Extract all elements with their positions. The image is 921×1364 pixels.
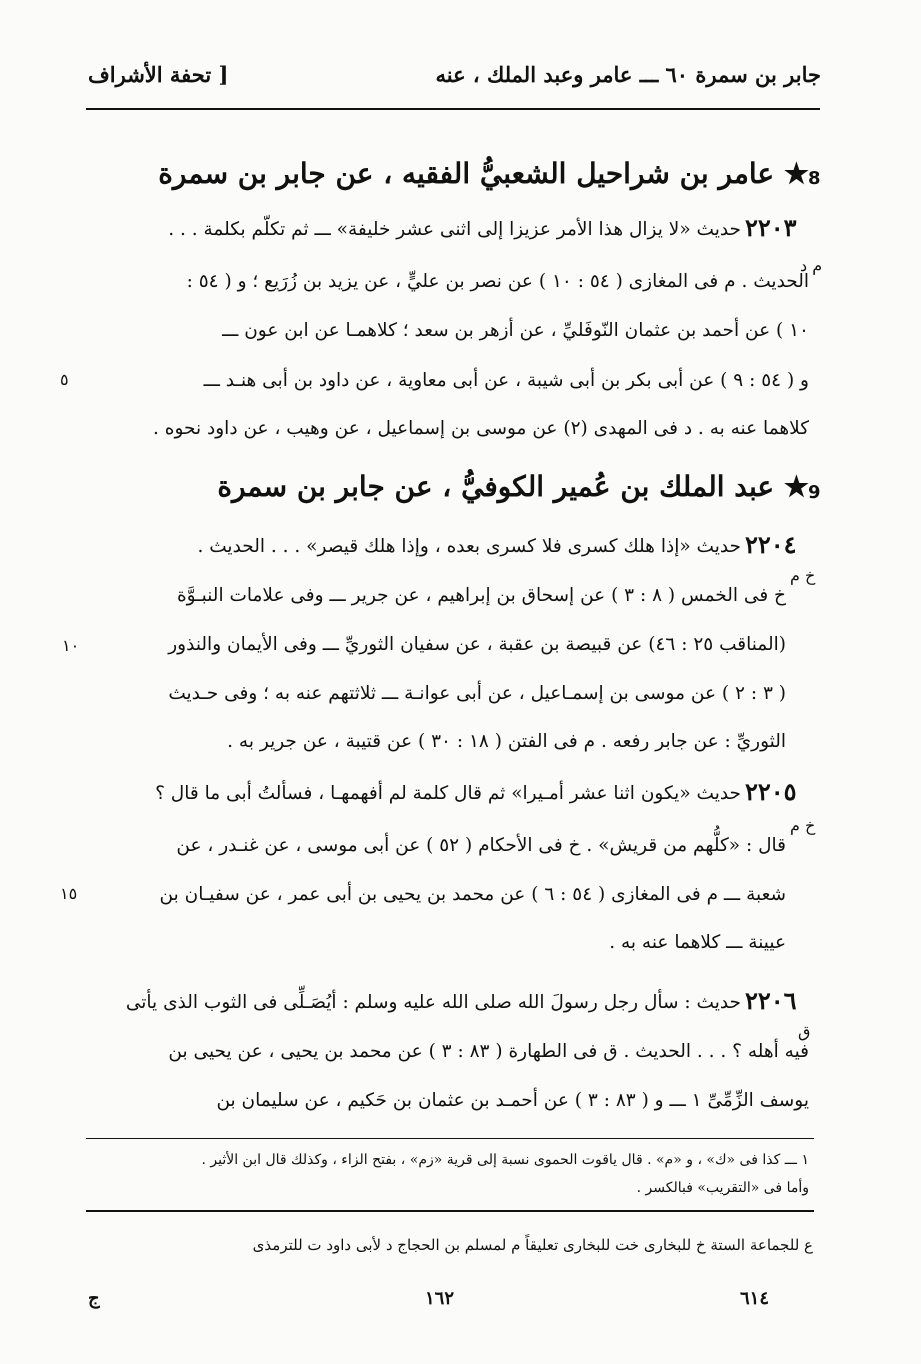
page-number-left: ج [88, 1288, 100, 1309]
footnote-line: ١ ـــ كذا فى «ك» ، و «م» . قال ياقوت الحموى نسبة إلى قرية «زم» ، بفتح الزاء ، وكذلك قال ابن الأثير . [201, 1152, 809, 1168]
hadith-line: فيه أهله ؟ . . . الحديث . ق فى الطهارة ( ٨٣ : ٣ ) عن محمد بن يحيى ، عن يحيى بن [168, 1041, 809, 1062]
hadith-line: الحديث . م فى المغازى ( ٥٤ : ١٠ ) عن نصر بن عليٍّ ، عن يزيد بن زُرَيع ؛ و ( ٥٤ : [186, 271, 809, 292]
hadith-line: يوسف الزِّمِّىِّ ١ ـــ و ( ٨٣ : ٣ ) عن أحمـد بن عثمان بن حَكيم ، عن سليمان بن [216, 1090, 809, 1111]
section-number: 9 [808, 482, 821, 503]
hadith-line: عيينة ـــ كلاهما عنه به . [609, 932, 786, 953]
footnote-line: وأما فى «التقريب» فبالكسر . [636, 1180, 809, 1196]
section-title: ★ عامر بن شراحيل الشعبيُّ الفقيه ، عن جابر بن سمرة [158, 157, 809, 190]
hadith-number: ٢٢٠٣ [745, 213, 797, 242]
hadith-line: (المناقب ٢٥ : ٤٦) عن قبيصة بن عقبة ، عن سفيان الثوريِّ ـــ وفى الأيمان والنذور [168, 634, 786, 655]
line-number: ١٠ [62, 636, 80, 655]
abbreviations-key: ع للجماعة الستة خ للبخارى خت للبخارى تعليقاً م لمسلم بن الحجاج د لأبى داود ت للترمذى [252, 1236, 813, 1254]
line-number: ١٥ [60, 884, 78, 903]
hadith-line: حديث «لا يزال هذا الأمر عزيزا إلى اثنى عشر خليفة» ـــ ثم تكلّم بكلمة . . . [168, 219, 741, 240]
hadith-number: ٢٢٠٦ [745, 986, 797, 1015]
hadith-line: ١٠ ) عن أحمد بن عثمان النّوفَليِّ ، عن أزهر بن سعد ؛ كلاهمـا عن ابن عون ـــ [222, 320, 809, 341]
hadith-line: ( ٣ : ٢ ) عن موسى بن إسمـاعيل ، عن أبى عوانـة ـــ ثلاثتهم عنه به ؛ وفى حـديث [168, 683, 786, 704]
hadith-line: حديث «إذا هلك كسرى فلا كسرى بعده ، وإذا هلك قيصر» . . . الحديث . [197, 536, 741, 557]
source-sigla: خ م [790, 566, 816, 585]
running-title-left: [ تحفة الأشراف [88, 62, 229, 87]
hadith-line: خ فى الخمس ( ٨ : ٣ ) عن إسحاق بن إبراهيم ، عن جرير ـــ وفى علامات النبـوَّة [176, 585, 786, 606]
hadith-number: ٢٢٠٤ [745, 530, 797, 559]
page-number-right: ٦١٤ [740, 1288, 770, 1309]
header-rule [86, 108, 820, 110]
page-number-center: ١٦٢ [425, 1288, 455, 1309]
hadith-line: حديث «يكون اثنا عشر أمـيرا» ثم قال كلمة لم أفهمهـا ، فسألتُ أبى ما قال ؟ [155, 783, 741, 804]
hadith-line: قال : «كلُّهم من قريش» . خ فى الأحكام ( ٥٢ ) عن أبى موسى ، عن غنـدر ، عن [176, 835, 786, 856]
hadith-line: الثوريِّ : عن جابر رفعه . م فى الفتن ( ١٨ : ٣٠ ) عن قتيبة ، عن جرير به . [227, 731, 786, 752]
section-number: 8 [808, 168, 821, 189]
hadith-line: كلاهما عنه به . د فى المهدى (٢) عن موسى بن إسماعيل ، عن وهيب ، عن داود نحوه . [153, 418, 809, 439]
running-title-right: جابر بن سمرة ٦٠ ـــ عامر وعبد الملك ، عنه [435, 62, 821, 87]
hadith-line: شعبة ـــ م فى المغازى ( ٥٤ : ٦ ) عن محمد بن يحيى بن أبى عمر ، عن سفيـان بن [159, 884, 786, 905]
hadith-number: ٢٢٠٥ [745, 777, 797, 806]
abbreviations-rule [86, 1210, 814, 1212]
source-sigla: خ م [790, 816, 816, 835]
hadith-line: حديث : سأل رجل رسولَ الله صلى الله عليه وسلم : أيُصَـلِّى فى الثوب الذى يأتى [125, 992, 741, 1013]
section-title: ★ عبد الملك بن عُمير الكوفيُّ ، عن جابر بن سمرة [217, 470, 809, 503]
source-sigla: م د [800, 256, 823, 275]
hadith-line: و ( ٥٤ : ٩ ) عن أبى بكر بن أبى شيبة ، عن أبى معاوية ، عن داود بن أبى هنـد ـــ [203, 370, 809, 391]
line-number: ٥ [60, 370, 69, 389]
source-sigla: ق [798, 1022, 811, 1041]
footnote-rule [86, 1138, 814, 1139]
